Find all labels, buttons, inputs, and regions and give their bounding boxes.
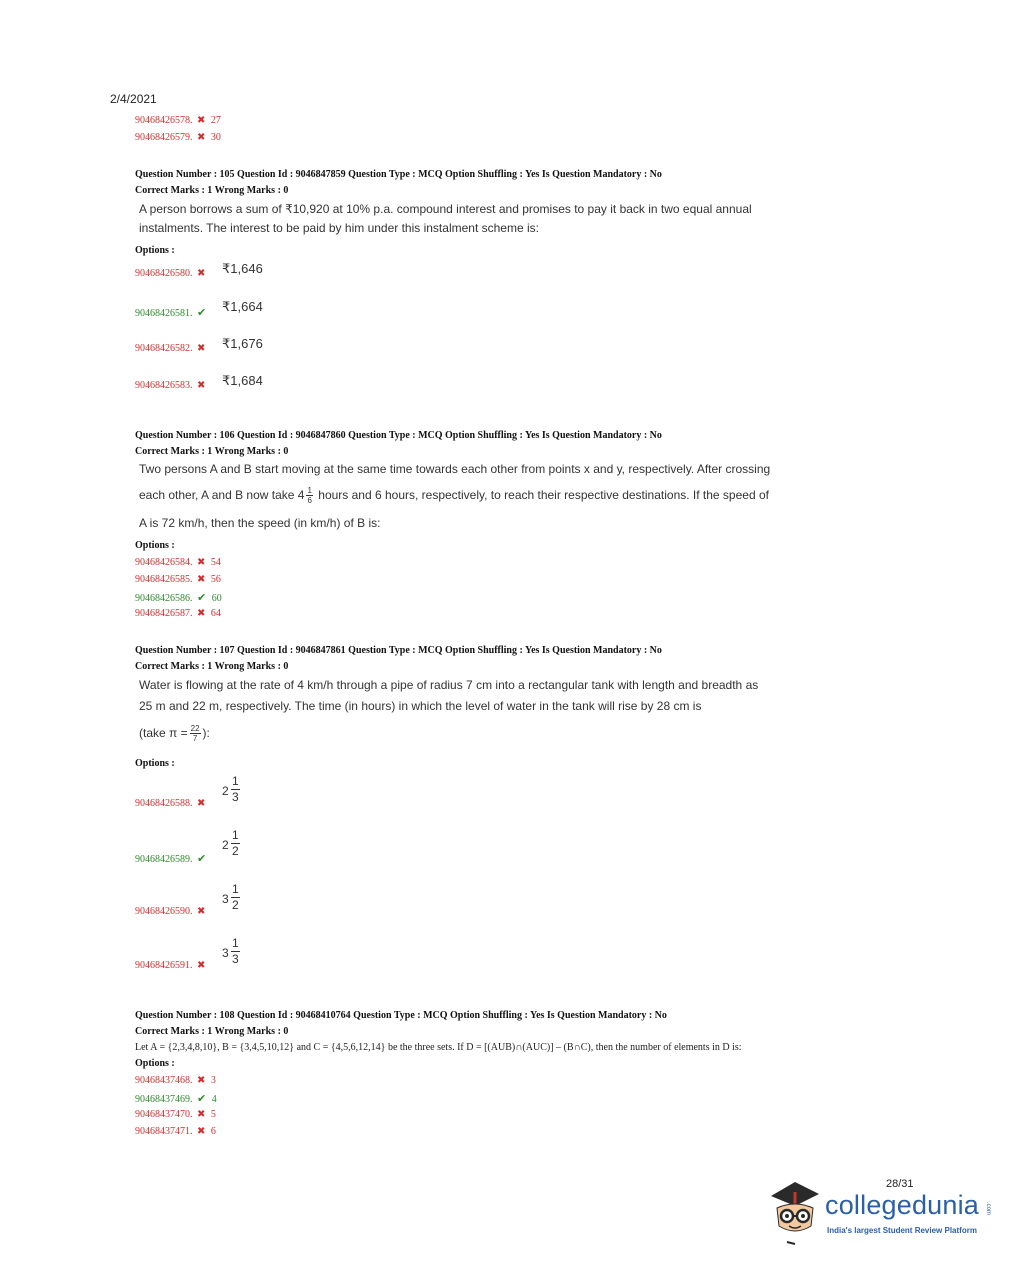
wrong-icon: ✖ [197,132,206,143]
wrong-icon: ✖ [197,1126,206,1137]
fraction-denominator: 6 [307,496,312,506]
option-id: 90468426581. [135,308,193,319]
question-text-fragment: (take π = [139,726,188,740]
fraction-numerator: 1 [307,486,312,496]
option-value: 4 [211,1094,217,1105]
logo-tagline: India's largest Student Review Platform [827,1226,977,1235]
option-row [135,574,221,585]
option-id: 90468426580. [135,268,193,279]
option-id: 90468426578. [135,115,193,126]
option-value: 30 [210,132,221,143]
logo-wordmark: collegedunia [825,1190,980,1220]
options-label: Options : [135,245,175,256]
wrong-icon: ✖ [197,380,206,391]
option-id: 90468437469. [135,1094,193,1105]
logo-domain-suffix: .com [985,1202,991,1216]
option-value: 6 [210,1126,216,1137]
option-row [135,798,208,809]
option-row [135,1126,216,1137]
check-icon: ✔ [197,853,207,865]
question-marks: Correct Marks : 1 Wrong Marks : 0 [135,446,289,457]
question-meta: Question Number : 105 Question Id : 9046847859 Question Type : MCQ Option Shuffling : Yes Is Question Mandatory : No [135,169,662,180]
option-id: 90468426587. [135,608,193,619]
option-id: 90468426585. [135,574,193,585]
option-id: 90468426589. [135,854,193,865]
question-text-fragment: ): [202,726,210,740]
wrong-icon: ✖ [197,906,206,917]
question-meta: Question Number : 108 Question Id : 90468410764 Question Type : MCQ Option Shuffling : Yes Is Question Mandatory : No [135,1010,667,1021]
options-label: Options : [135,758,175,769]
option-id: 90468426590. [135,906,193,917]
question-header [135,1008,667,1040]
wrong-icon: ✖ [197,268,206,279]
question-marks: Correct Marks : 1 Wrong Marks : 0 [135,1026,289,1037]
option-value: 5 [210,1109,216,1120]
fraction [190,724,201,743]
question-text-line: A person borrows a sum of ₹10,920 at 10% p.a. compound interest and promises to pay it back in two equal annual [139,202,752,216]
fraction-denominator: 2 [232,844,239,858]
fraction-denominator: 3 [232,790,239,804]
option-row [135,306,209,319]
option-id: 90468437471. [135,1126,193,1137]
option-row [135,380,208,391]
fraction [306,486,312,505]
check-icon: ✔ [197,592,207,604]
option-id: 90468426584. [135,557,193,568]
wrong-icon: ✖ [197,574,206,585]
fraction-numerator: 1 [232,936,239,950]
option-id: 90468437470. [135,1109,193,1120]
option-value: ₹1,646 [222,261,263,276]
options-label: Options : [135,540,175,551]
question-text-line: instalments. The interest to be paid by him under this instalment scheme is: [139,221,539,235]
question-meta: Question Number : 106 Question Id : 9046847860 Question Type : MCQ Option Shuffling : Yes Is Question Mandatory : No [135,430,662,441]
fraction-whole: 2 [222,784,229,798]
question-text-line [139,484,769,506]
fraction-numerator: 1 [232,882,239,896]
question-text-line: A is 72 km/h, then the speed (in km/h) of B is: [139,516,381,530]
options-label: Options : [135,1058,175,1069]
wrong-icon: ✖ [197,343,206,354]
question-marks: Correct Marks : 1 Wrong Marks : 0 [135,661,289,672]
question-text-line: Two persons A and B start moving at the same time towards each other from points x and y, respectively. After crossing [139,462,771,476]
option-row [135,115,221,126]
option-id: 90468426582. [135,343,193,354]
wrong-icon: ✖ [197,115,206,126]
option-value: ₹1,664 [222,299,263,314]
fraction-denominator: 7 [192,734,198,744]
question-text-line: 25 m and 22 m, respectively. The time (in hours) in which the level of water in the tank will rise by 28 cm is [139,699,702,713]
option-value: ₹1,676 [222,336,263,351]
question-text-line: Let A = {2,3,4,8,10}, B = {3,4,5,10,12} and C = {4,5,6,12,14} be the three sets. If D = [(AUB)∩(AUC)] – (B∩C), then the number of elements in D is: [135,1042,742,1053]
option-row [135,608,221,619]
check-icon: ✔ [197,1093,207,1105]
question-header [135,643,662,675]
option-id: 90468437468. [135,1075,193,1086]
option-row [135,132,221,143]
print-date: 2/4/2021 [110,92,157,106]
option-row [135,591,222,604]
fraction-whole: 2 [222,838,229,852]
fraction-numerator: 1 [232,774,239,788]
option-value: 60 [211,593,222,604]
question-header [135,428,662,460]
question-text-fragment: hours and 6 hours, respectively, to reach their respective destinations. If the speed of [318,488,769,502]
option-value: ₹1,684 [222,373,263,388]
question-marks: Correct Marks : 1 Wrong Marks : 0 [135,185,289,196]
page-number: 28/31 [886,1178,914,1190]
wrong-icon: ✖ [197,557,206,568]
fraction-whole: 3 [222,892,229,906]
option-row [135,343,208,354]
option-row [135,1075,216,1086]
wrong-icon: ✖ [197,1109,206,1120]
question-text-line: Water is flowing at the rate of 4 km/h through a pipe of radius 7 cm into a rectangular tank with length and breadth as [139,678,759,692]
option-row [135,906,208,917]
fraction-numerator: 1 [232,828,239,842]
option-value: 64 [210,608,221,619]
question-meta: Question Number : 107 Question Id : 9046847861 Question Type : MCQ Option Shuffling : Yes Is Question Mandatory : No [135,645,662,656]
option-row [135,852,209,865]
option-row [135,1109,216,1120]
option-id: 90468426583. [135,380,193,391]
wrong-icon: ✖ [197,960,206,971]
fraction-denominator: 3 [232,952,239,966]
option-value: 3 [210,1075,216,1086]
wrong-icon: ✖ [197,798,206,809]
fraction-denominator: 2 [232,898,239,912]
fraction-numerator: 22 [190,724,200,734]
mascot-icon [765,1178,825,1248]
option-id: 90468426579. [135,132,193,143]
collegedunia-logo [765,1178,995,1248]
question-text-fragment: each other, A and B now take 4 [139,488,305,502]
option-row [135,960,208,971]
option-id: 90468426591. [135,960,193,971]
option-row [135,268,208,279]
option-row [135,1092,217,1105]
option-value: 54 [210,557,221,568]
wrong-icon: ✖ [197,1075,206,1086]
option-id: 90468426586. [135,593,193,604]
fraction-whole: 3 [222,946,229,960]
question-text-line [139,721,210,745]
option-value: 27 [210,115,221,126]
check-icon: ✔ [197,307,207,319]
question-header [135,167,662,199]
option-value: 56 [210,574,221,585]
wrong-icon: ✖ [197,608,206,619]
option-row [135,557,221,568]
option-id: 90468426588. [135,798,193,809]
